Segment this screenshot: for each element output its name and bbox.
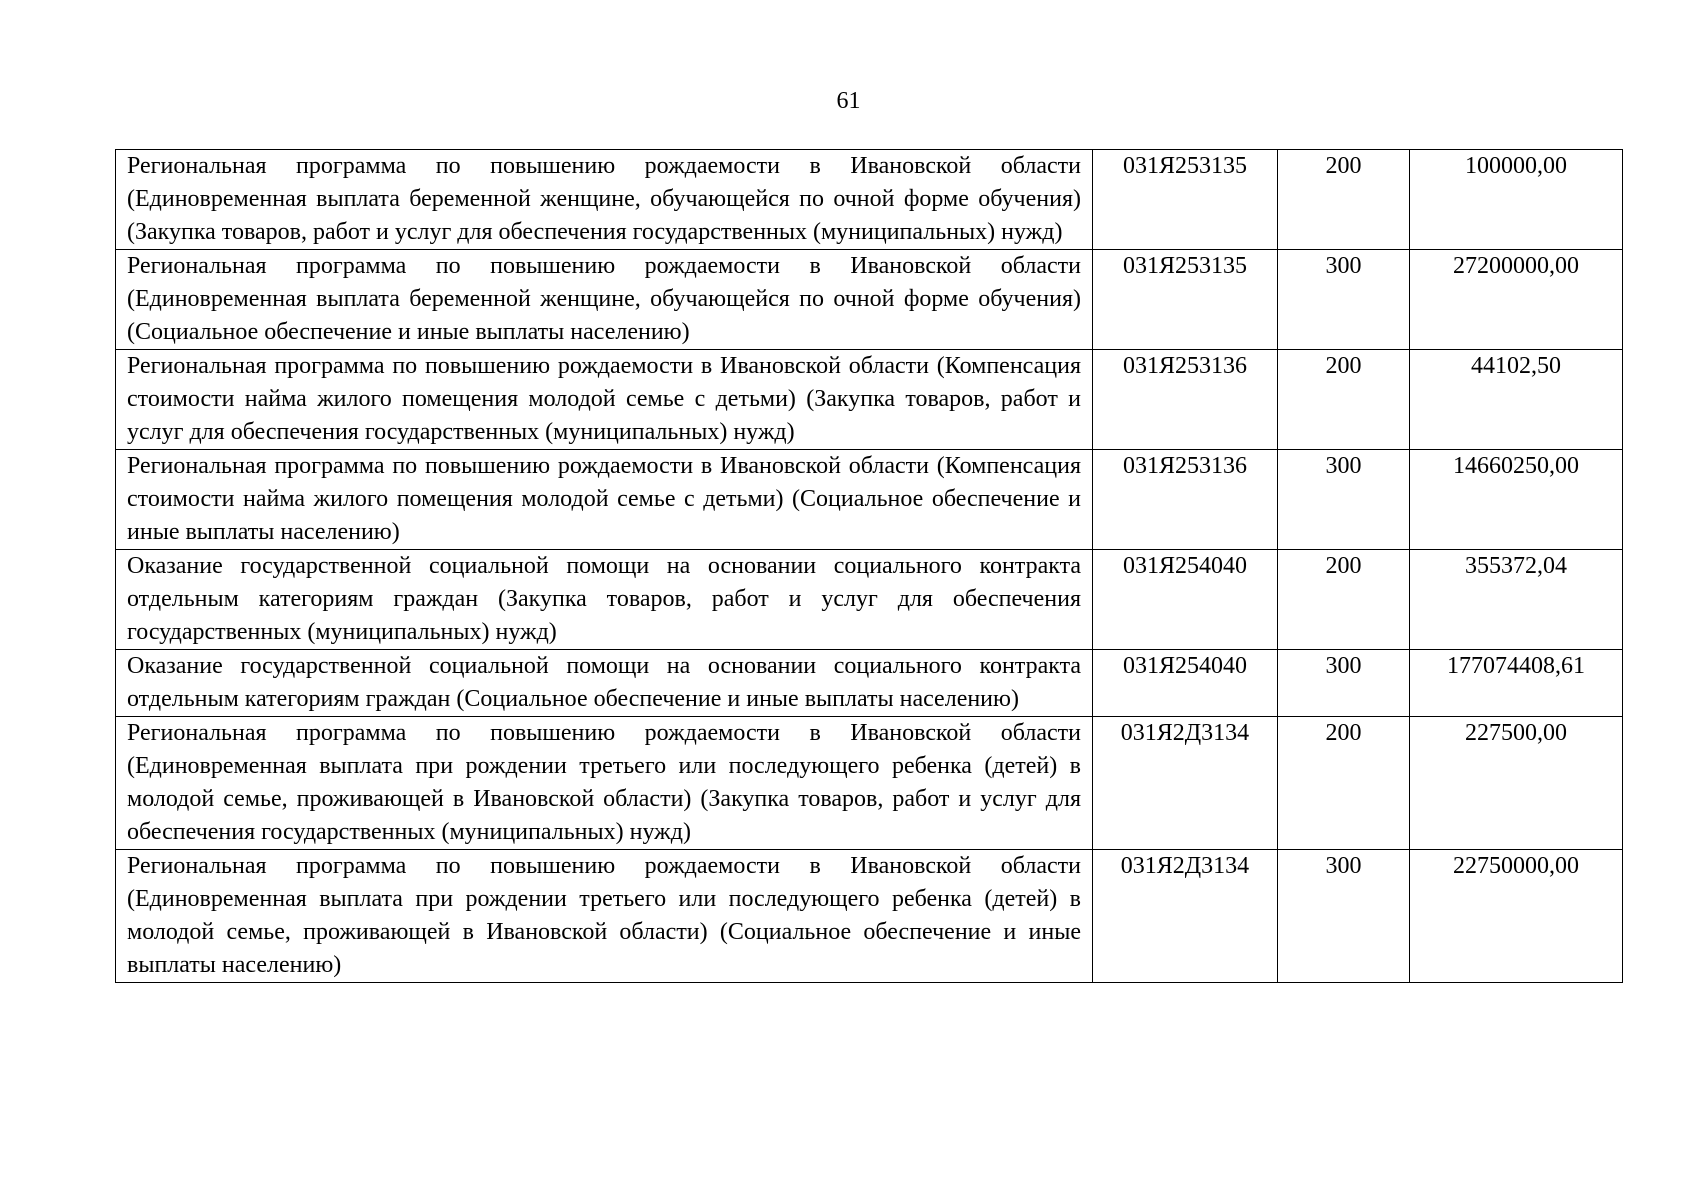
table-row <box>116 350 1623 450</box>
row-description: Региональная программа по повышению рождаемости в Ивановской области (Единовременная выплата беременной женщине, обучающейся по очной форме обучения) (Закупка товаров, работ и услуг для обеспечения государственных (муниципальных) нужд) <box>116 150 1093 250</box>
row-amount: 44102,50 <box>1410 350 1623 450</box>
row-amount: 177074408,61 <box>1410 650 1623 717</box>
table-row <box>116 150 1623 250</box>
row-amount: 355372,04 <box>1410 550 1623 650</box>
table-row <box>116 250 1623 350</box>
row-description: Региональная программа по повышению рождаемости в Ивановской области (Единовременная выплата при рождении третьего или последующего ребенка (детей) в молодой семье, проживающей в Ивановской области) (Закупка товаров, работ и услуг для обеспечения государственных (муниципальных) нужд) <box>116 717 1093 850</box>
row-amount: 14660250,00 <box>1410 450 1623 550</box>
row-target-code: 031Я253136 <box>1093 350 1278 450</box>
row-expense-type: 200 <box>1278 550 1410 650</box>
row-target-code: 031Я254040 <box>1093 650 1278 717</box>
row-description: Оказание государственной социальной помощи на основании социального контракта отдельным категориям граждан (Социальное обеспечение и иные выплаты населению) <box>116 650 1093 717</box>
row-target-code: 031Я253136 <box>1093 450 1278 550</box>
row-description: Региональная программа по повышению рождаемости в Ивановской области (Единовременная выплата беременной женщине, обучающейся по очной форме обучения) (Социальное обеспечение и иные выплаты населению) <box>116 250 1093 350</box>
row-target-code: 031Я2Д3134 <box>1093 850 1278 983</box>
table-row <box>116 550 1623 650</box>
table-row <box>116 650 1623 717</box>
row-amount: 27200000,00 <box>1410 250 1623 350</box>
row-expense-type: 300 <box>1278 250 1410 350</box>
row-description: Оказание государственной социальной помощи на основании социального контракта отдельным категориям граждан (Закупка товаров, работ и услуг для обеспечения государственных (муниципальных) нужд) <box>116 550 1093 650</box>
row-expense-type: 200 <box>1278 350 1410 450</box>
row-target-code: 031Я254040 <box>1093 550 1278 650</box>
row-amount: 22750000,00 <box>1410 850 1623 983</box>
table-row <box>116 717 1623 850</box>
row-description: Региональная программа по повышению рождаемости в Ивановской области (Компенсация стоимости найма жилого помещения молодой семье с детьми) (Закупка товаров, работ и услуг для обеспечения государственных (муниципальных) нужд) <box>116 350 1093 450</box>
table-row <box>116 450 1623 550</box>
table-row <box>116 850 1623 983</box>
row-expense-type: 200 <box>1278 717 1410 850</box>
row-description: Региональная программа по повышению рождаемости в Ивановской области (Единовременная выплата при рождении третьего или последующего ребенка (детей) в молодой семье, проживающей в Ивановской области) (Социальное обеспечение и иные выплаты населению) <box>116 850 1093 983</box>
row-target-code: 031Я253135 <box>1093 250 1278 350</box>
row-target-code: 031Я253135 <box>1093 150 1278 250</box>
budget-table <box>115 149 1623 983</box>
row-target-code: 031Я2Д3134 <box>1093 717 1278 850</box>
row-expense-type: 300 <box>1278 850 1410 983</box>
page-number: 61 <box>836 88 861 114</box>
row-amount: 227500,00 <box>1410 717 1623 850</box>
row-description: Региональная программа по повышению рождаемости в Ивановской области (Компенсация стоимости найма жилого помещения молодой семье с детьми) (Социальное обеспечение и иные выплаты населению) <box>116 450 1093 550</box>
row-expense-type: 300 <box>1278 650 1410 717</box>
row-expense-type: 200 <box>1278 150 1410 250</box>
row-amount: 100000,00 <box>1410 150 1623 250</box>
row-expense-type: 300 <box>1278 450 1410 550</box>
